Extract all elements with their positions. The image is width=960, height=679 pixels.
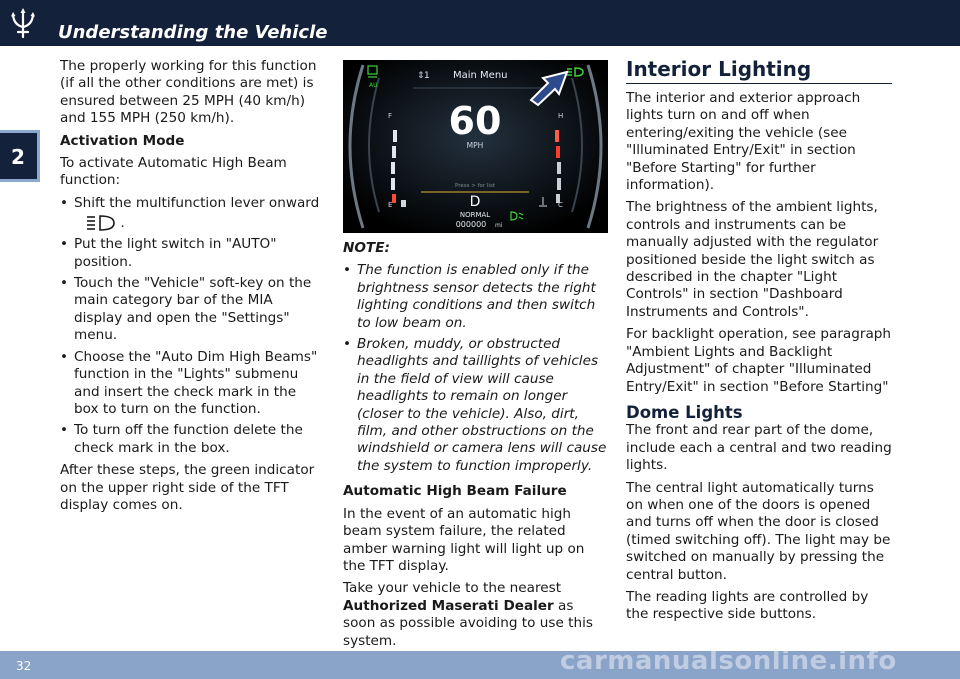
paragraph: The reading lights are controlled by the respective side buttons. (626, 588, 869, 623)
dealer-name: Authorized Maserati Dealer (343, 597, 554, 614)
paragraph: The brightness of the ambient lights, controls and instruments can be manually adjusted with the regulator positioned beside the light switch as described in the chapter "Light Controls" in section "Dashboard Instruments and Controls". (626, 199, 879, 320)
list-item: • Choose the "Auto Dim High Beams" function in the "Lights" submenu and insert the check mark in the box to turn on the function. (60, 349, 324, 419)
failure-heading: Automatic High Beam Failure (343, 483, 567, 500)
list-item: • Broken, muddy, or obstructed headlights and taillights of vehicles in the field of view will cause headlights to remain on longer (closer to the vehicle). Also, dirt, film, and other obstructions on the windshield or camera lens will cause the system to function improperly. (343, 336, 609, 475)
chapter-number: 2 (11, 145, 25, 169)
paragraph: For backlight operation, see paragraph "Ambient Lights and Backlight Adjustment" of chapter "Illuminated Entry/Exit" in section "Before Starting" (626, 326, 892, 395)
menu-index: 1 (424, 71, 430, 81)
fuel-pump-icon (401, 200, 406, 207)
instrument-cluster-image (343, 60, 608, 233)
outro-paragraph: After these steps, the green indicator on the upper right side of the TFT display comes on. (60, 462, 315, 513)
high-beam-auto-icon (86, 214, 116, 232)
column-left (60, 58, 324, 519)
list-item: • Touch the "Vehicle" soft-key on the main category bar of the MIA display and open the "Settings" menu. (60, 275, 324, 345)
activation-steps-list (60, 195, 324, 457)
svg-text:AU: AU (369, 82, 378, 89)
note-heading: NOTE: (343, 240, 390, 256)
fuel-full-label: F (388, 112, 393, 120)
dome-lights-heading: Dome Lights (626, 402, 743, 422)
odometer-value: 000000 (455, 220, 487, 229)
column-middle (343, 240, 609, 655)
dealer-paragraph (343, 580, 609, 650)
list-item: • To turn off the function delete the check mark in the box. (60, 422, 324, 457)
intro-paragraph: The properly working for this function (if all the other conditions are met) is ensured between 25 MPH (40 km/h) and 155 MPH (250 km/h). (60, 58, 317, 127)
speed-unit: MPH (466, 141, 484, 150)
paragraph: The front and rear part of the dome, include each a central and two reading lights. (626, 422, 892, 474)
trident-logo-icon (6, 6, 40, 40)
watermark: carmanualsonline.info (560, 646, 897, 676)
failure-paragraph: In the event of an automatic high beam system failure, the related amber warning light will light up on the TFT display. (343, 505, 585, 574)
dealer-text-post: as soon as possible avoiding to use this system. (343, 597, 593, 649)
gear-indicator: D (469, 194, 481, 210)
notes-list (343, 262, 609, 475)
list-item: • Put the light switch in "AUTO" position. (60, 236, 324, 271)
column-right (626, 90, 894, 629)
list-item (60, 195, 324, 232)
page-header (0, 0, 960, 46)
svg-text:⇕: ⇕ (417, 71, 425, 81)
list-item-suffix: . (120, 215, 125, 232)
fuel-empty-label: E (388, 201, 393, 209)
activation-mode-heading: Activation Mode (60, 132, 185, 149)
page-number: 32 (16, 659, 32, 673)
speed-value: 60 (448, 99, 502, 143)
paragraph: The interior and exterior approach lights turn on and off when entering/exiting the vehicle (see "Illuminated Entry/Exit" in section "Before Starting" for further information). (626, 90, 861, 194)
chapter-tab (0, 130, 40, 182)
activation-intro: To activate Automatic High Beam function: (60, 155, 287, 189)
list-item: • The function is enabled only if the brightness sensor detects the right lighting conditions and then switch to low beam on. (343, 262, 609, 332)
dealer-text-pre: Take your vehicle to the nearest (343, 580, 562, 597)
menu-title: Main Menu (453, 70, 508, 81)
list-hint: Press > for list (455, 183, 495, 189)
paragraph: The central light automatically turns on when one of the doors is opened and turns off when the door is closed (timed switching off). The light may be switched on manually by pressing the central button. (626, 479, 891, 583)
list-item-text: Shift the multifunction lever onward (74, 194, 320, 211)
section-header-title: Understanding the Vehicle (58, 22, 328, 43)
odometer-unit: mi (495, 222, 503, 229)
temp-hot-label: H (558, 112, 564, 120)
drive-mode: NORMAL (459, 211, 491, 219)
temp-cold-label: C (558, 201, 563, 209)
interior-lighting-heading: Interior Lighting (626, 57, 892, 84)
